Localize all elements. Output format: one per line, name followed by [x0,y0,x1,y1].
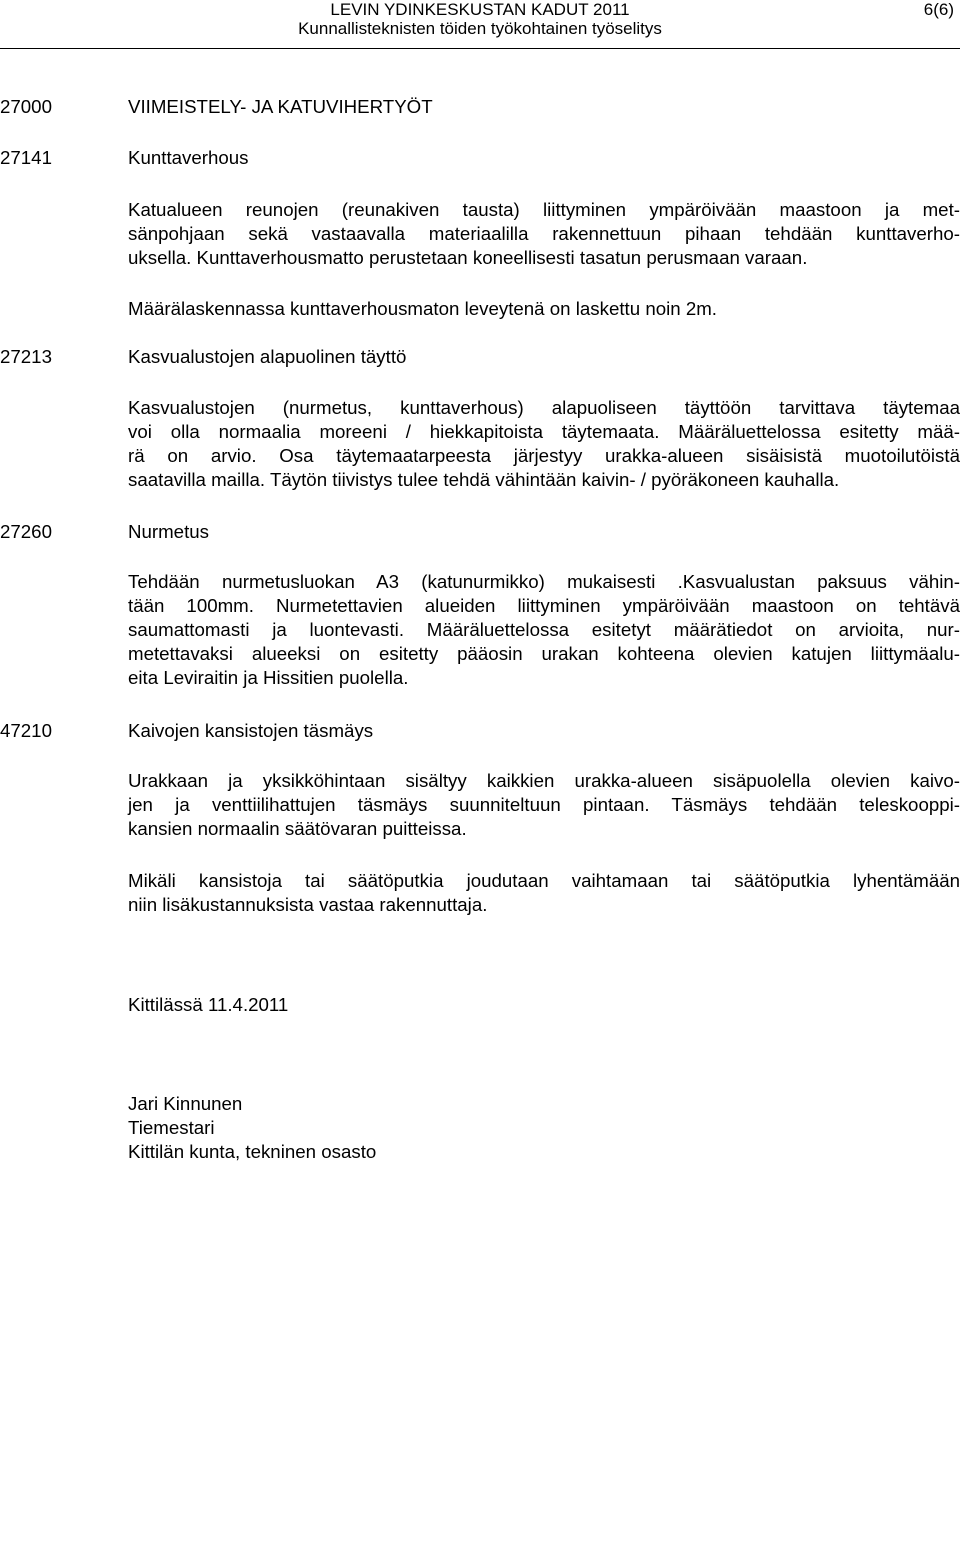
header-divider [0,48,960,49]
text-line: niin lisäkustannuksista vastaa rakennuttaja. [128,894,488,915]
section-title: Kaivojen kansistojen täsmäys [128,720,374,741]
section-code: 27213 [0,346,52,367]
signatory-title: Tiemestari [128,1117,215,1138]
document-subtitle: Kunnallisteknisten töiden työkohtainen työselitys [298,19,662,38]
section-code: 27000 [0,96,52,117]
paragraph-tasmays-2 [128,869,960,917]
text-line: eita Leviraitin ja Hissitien puolella. [128,667,409,688]
paragraph-kunttaverhous-1 [128,198,960,270]
text-line: voi olla normaalia moreeni / hiekkapitoista täytemaata. Määräluettelossa esitetty mää- [128,421,960,442]
section-code: 27141 [0,147,52,168]
page-header [0,0,960,50]
text-line: metettavaksi alueeksi on esitetty pääosin urakan kohteena olevien katujen liittymäalu- [128,643,960,664]
text-line: rä on arvio. Osa täytemaatarpeesta järjestyy urakka-alueen sisäisistä muotoilutöistä [128,445,960,466]
text-line: kansien normaalin säätövaran puitteissa. [128,818,467,839]
document-title: LEVIN YDINKESKUSTAN KADUT 2011 [330,0,630,19]
section-title: Kunttaverhous [128,147,249,168]
paragraph-nurmetus [128,570,960,690]
place-and-date: Kittilässä 11.4.2011 [128,994,289,1015]
signature-block [128,1092,376,1164]
text-line: tään 100mm. Nurmetettavien alueiden liittyminen ympäröivään maastoon on tehtävä [128,595,960,616]
paragraph-kunttaverhous-2 [128,297,960,321]
text-line: uksella. Kunttaverhousmatto perustetaan koneellisesti tasatun perusmaan varaan. [128,247,808,268]
text-line: Määrälaskennassa kunttaverhousmaton leveytenä on laskettu noin 2m. [128,298,718,319]
page-number: 6(6) [923,0,954,19]
text-line: jen ja venttiilihattujen täsmäys suunniteltuun pintaan. Täsmäys tehdään teleskooppi- [128,794,960,815]
paragraph-tayttö [128,396,960,492]
section-title: Nurmetus [128,521,210,542]
text-line: Mikäli kansistoja tai säätöputkia joudutaan vaihtamaan tai säätöputkia lyhentämään [128,870,960,891]
text-line: saatavilla mailla. Täytön tiivistys tulee tehdä vähintään kaivin- / pyöräkoneen kauhalla. [128,469,840,490]
section-title: Kasvualustojen alapuolinen täyttö [128,346,407,367]
text-line: Urakkaan ja yksikköhintaan sisältyy kaikkien urakka-alueen sisäpuolella olevien kaivo- [128,770,960,791]
paragraph-tasmays-1 [128,769,960,841]
section-code: 47210 [0,720,52,741]
text-line: Kasvualustojen (nurmetus, kunttaverhous) alapuoliseen täyttöön tarvittava täytemaa [128,397,960,418]
signatory-organization: Kittilän kunta, tekninen osasto [128,1141,377,1162]
text-line: Katualueen reunojen (reunakiven tausta) liittyminen ympäröivään maastoon ja met- [128,199,960,220]
text-line: saumattomasti ja luontevasti. Määräluettelossa esitetyt määrätiedot on arvioita, nur- [128,619,960,640]
signatory-name: Jari Kinnunen [128,1093,243,1114]
section-code: 27260 [0,521,52,542]
text-line: sänpohjaan sekä vastaavalla materiaalilla rakennettuun pihaan tehdään kunttaverho- [128,223,960,244]
section-title: VIIMEISTELY- JA KATUVIHERTYÖT [128,96,433,117]
text-line: Tehdään nurmetusluokan A3 (katunurmikko) mukaisesti .Kasvualustan paksuus vähin- [128,571,960,592]
